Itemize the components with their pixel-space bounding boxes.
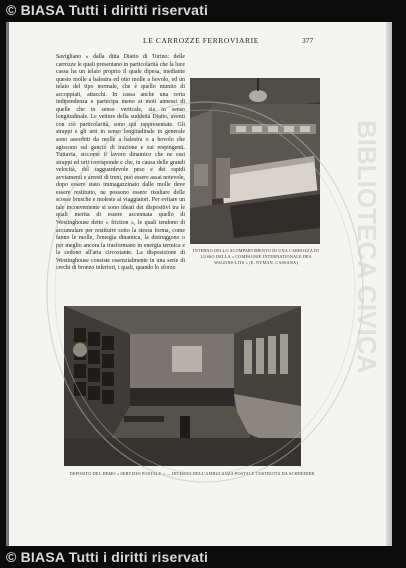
body-text-column: Savigliano » dalla ditta Diatto di Torino: delle carrozze le quali presentano in particolarità che la luce cassa ha un telaio proprio il quale dipesa, mediante questo molle a balestra ed otto molle a bovolo, ed un telaio del tipo normale, che è quello munito di accoppiati, attacchi. In cassa anche una certa indipendenza e partecipa meno ai moti annessi di quelle che in senso verticale, sia in senso longitudinale. Le vetture della suddetta Diatto, aventi con ciò particolarità, sono qui rappresentate. Gli strappi e gli urti in senso longitudinale in generale sono assorbiti da molle a balestra o a bovolo che agiscono sul gancio di trazione e sui respingenti. Tuttavia, siccome il lavoro dinamico che ne essi strappi ed urti corrisponde e che, in causa delle grandi velocità, del ragguardevole peso e dei rapidi avviamenti e arresti di treni, può essere assai notevole, dopo essere stato immagazzinato dalle molle deve essere restituito, ne possono essere risultare delle scosse brusche e moleste ai viaggiatori. Per evitare un tale inconveniente si sono ideati dei dispositivi tra le quali merita di essere accennata quello di Westinghouse detto « friction », le quali tendono di accumulare per restituire sotto la stessa forma, come fanno le molle, l'energia dinamica, la distruggono o per meglio ancora la trasformano in energia termica e la cedono all'aria circostante. La disposizione di Westinghouse consiste essenzialmente in una serie di cerchi di bronzo inferiori, i quali, quando lo sforzo xyxy=(56,54,185,272)
photo-postal-wagon xyxy=(64,306,301,466)
running-title: LE CARROZZE FERROVIARIE xyxy=(143,36,259,45)
page-binding-edge xyxy=(6,22,9,546)
photo-sleeping-compartment xyxy=(190,78,320,244)
figure-caption-1: INTERNO DELLO SCOMPARTIMENTO DI UNA CARROZZA DI LUSSO DELLA « COMPAGNIE INTERNATIONALE DES WAGONS-LITS » (E. NYMAN, CASSANA) xyxy=(193,248,319,266)
page-fore-edge xyxy=(386,22,392,546)
copyright-watermark-bottom: © BIASA Tutti i diritti riservati xyxy=(6,549,209,565)
figure-caption-2: DEPOSITO DEL DEMO « SERVIZIO POSTALE » — INTERNO DELL'AMBULANZA POSTALE COSTRUITA DA SCHNEIDER xyxy=(69,471,315,476)
page-number: 377 xyxy=(302,36,314,45)
copyright-watermark-top: © BIASA Tutti i diritti riservati xyxy=(6,2,209,18)
stamp-text: BIBLIOTECA CIVICA xyxy=(352,120,382,374)
